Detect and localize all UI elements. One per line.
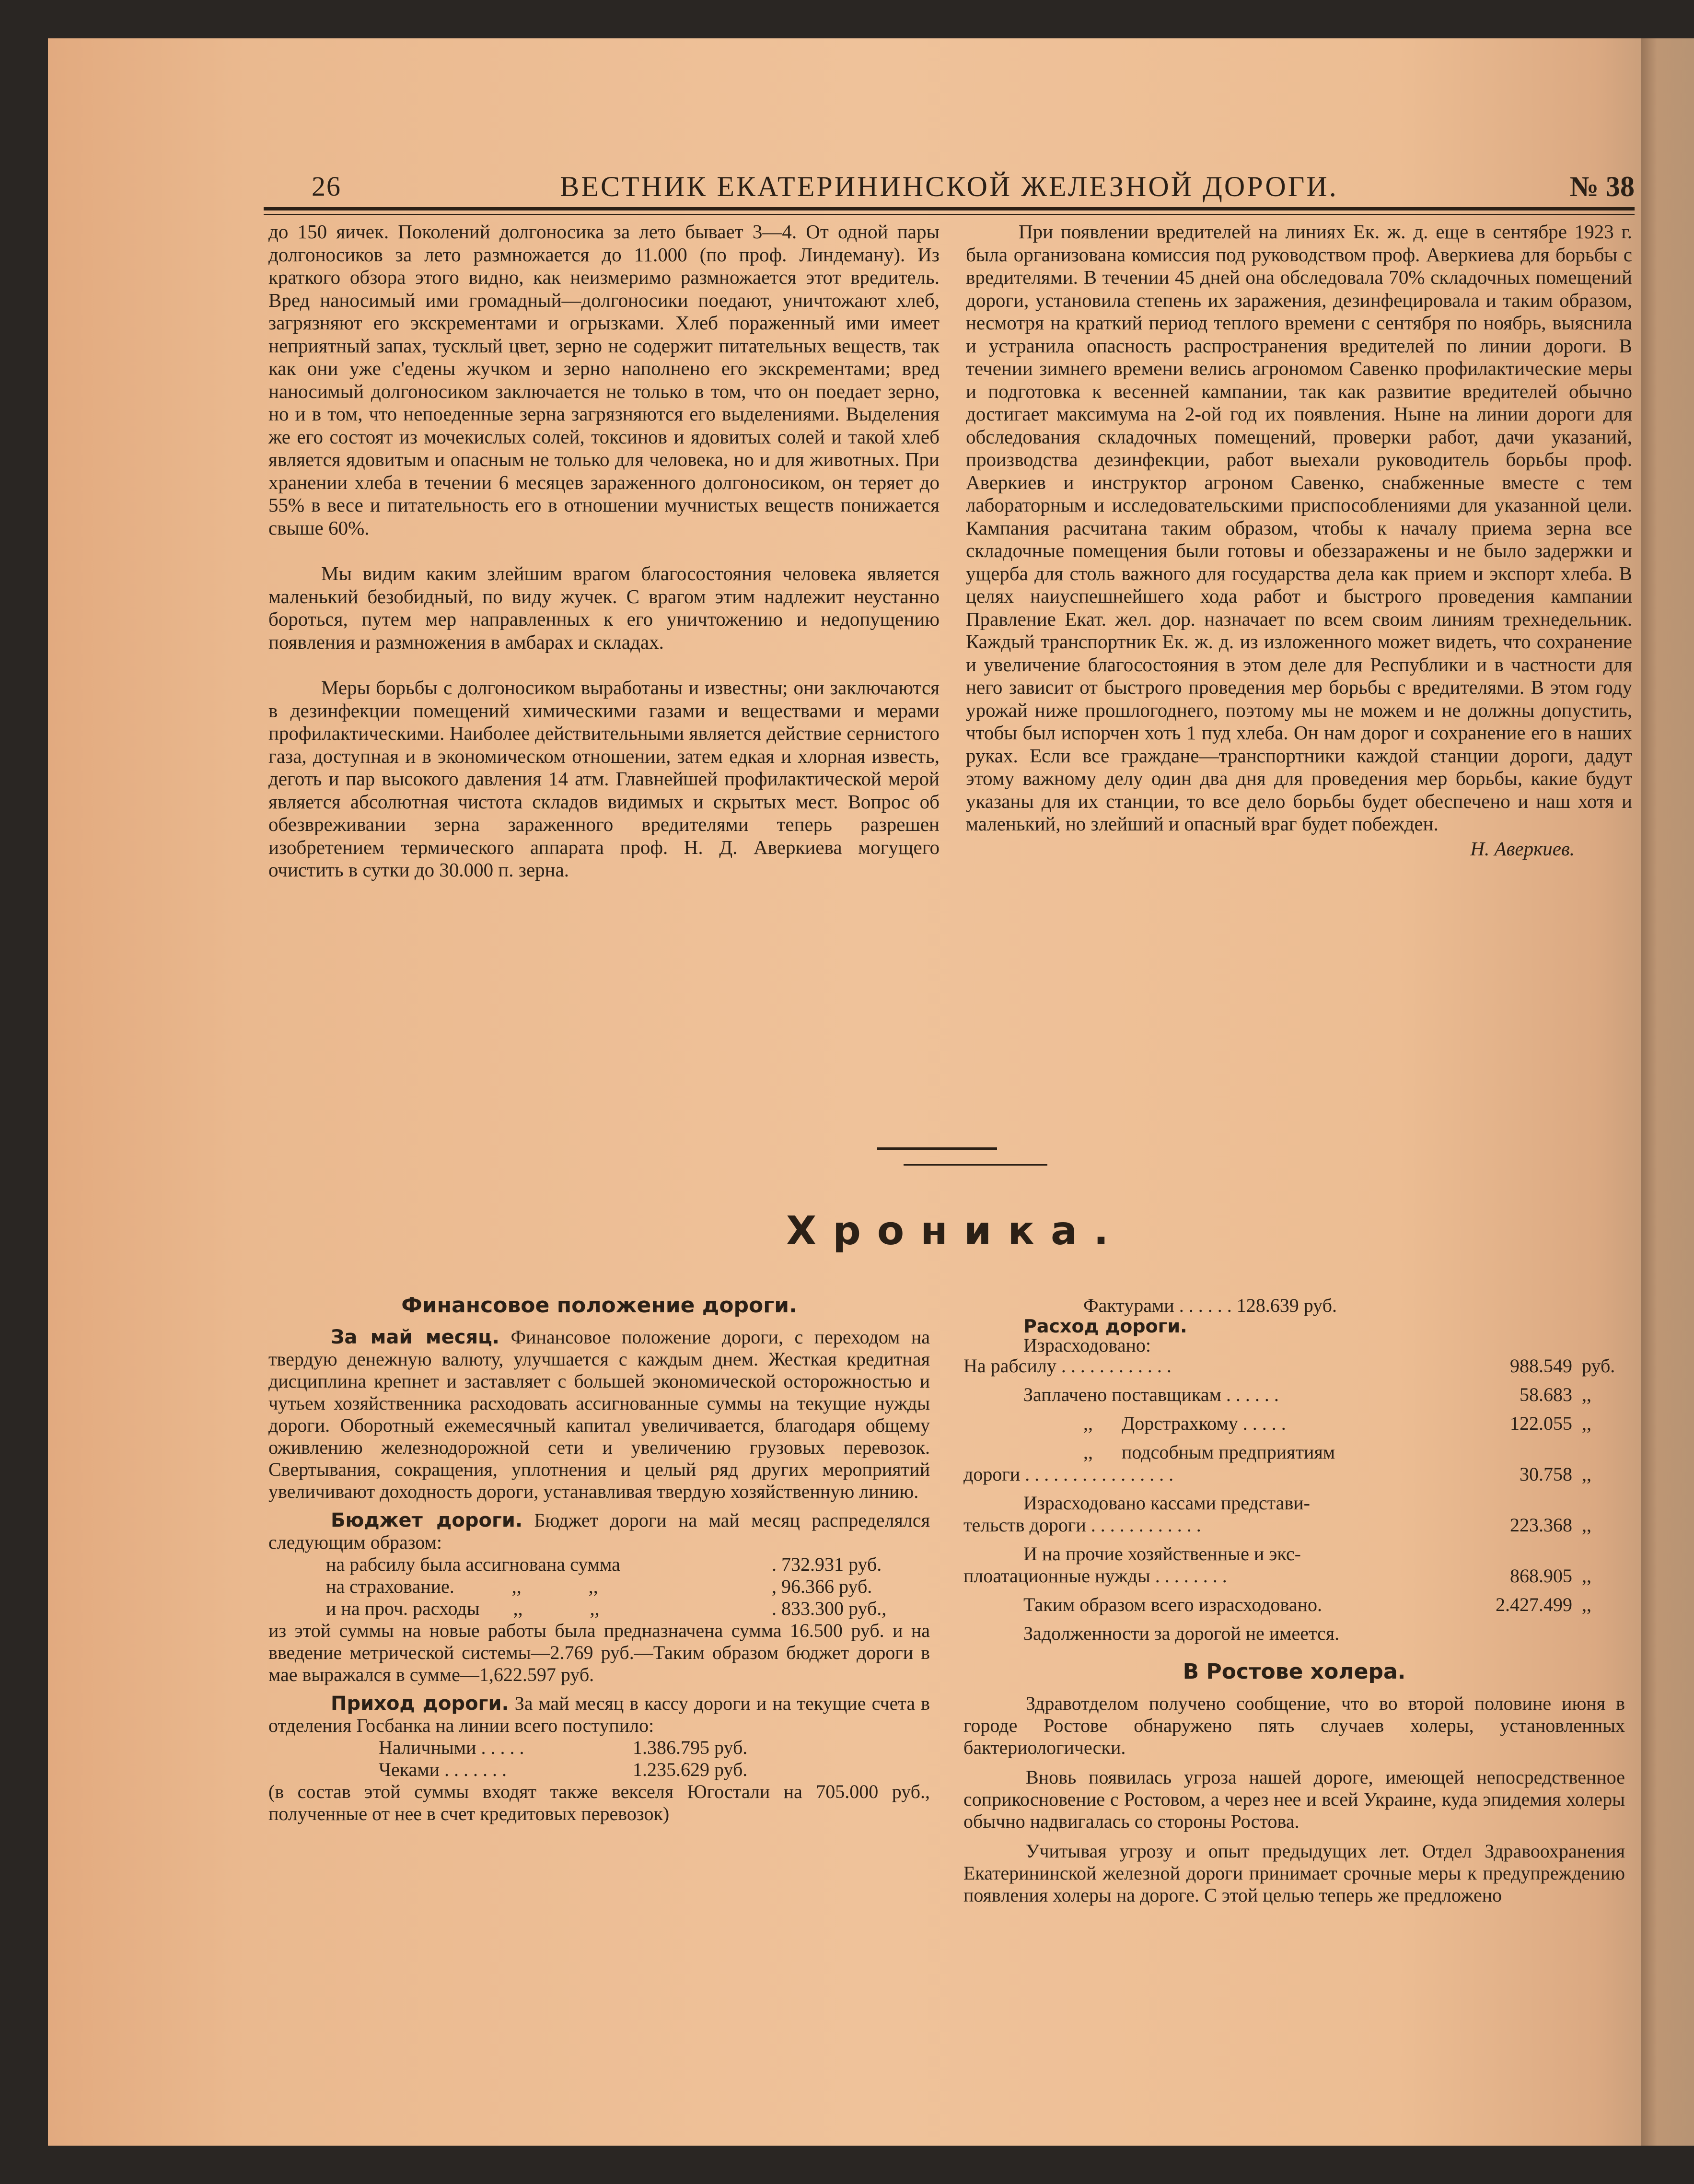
expense-row-amount: 223.368 [1510, 1514, 1572, 1536]
expense-row-unit: ,, [1582, 1413, 1591, 1434]
expense-row-unit: ,, [1582, 1594, 1591, 1615]
spent-label: Израсходовано: [1023, 1334, 1151, 1356]
cholera-paragraph: Учитывая угрозу и опыт предыдущих лет. Отдел Здравоохранения Екатерининской железной дороги принимает срочные меры к предупреждению появления холеры на дороге. С этой целью теперь же предложено [963, 1840, 1625, 1906]
expense-row-amount: 122.055 [1510, 1413, 1572, 1434]
expense-row-label: ,, Дорстрахкому . . . . . [1083, 1413, 1286, 1434]
expense-row-label: дороги . . . . . . . . . . . . . . . . [963, 1463, 1174, 1485]
cholera-paragraph: Здравотделом получено сообщение, что во второй половине июня в городе Ростове обнаружено пять случаев холеры, установленных бактериологически. [963, 1693, 1625, 1758]
article-column-left [268, 221, 940, 882]
expense-row-amount: 2.427.499 [1496, 1594, 1572, 1615]
income-row [268, 1759, 930, 1781]
income-row-amount: 1.235.629 руб. [633, 1759, 748, 1780]
section-title: Хроника. [786, 1208, 1125, 1254]
expense-row [963, 1413, 1625, 1435]
expense-row-unit: ,, [1582, 1463, 1591, 1485]
income-row-amount: 1.386.795 руб. [633, 1737, 748, 1758]
expense-row-amount: 30.758 [1520, 1463, 1572, 1485]
income-row-label: Чеками . . . . . . . [379, 1759, 507, 1780]
expense-row [963, 1355, 1625, 1377]
next-page-edge [1641, 38, 1694, 2146]
income-lead: Приход дороги. [331, 1693, 509, 1715]
income-text: За май месяц в кассу дороги и на текущие счета в отделения Госбанка на линии всего поступило: [268, 1693, 930, 1736]
header-rule-thin [264, 214, 1635, 215]
chronicle-column-left [268, 1295, 930, 1825]
expense-row [963, 1492, 1625, 1536]
budget-row-label: на страхование. ,, ,, [326, 1576, 598, 1597]
may-lead: За май месяц. [331, 1326, 499, 1348]
expense-row-unit: руб. [1582, 1355, 1615, 1377]
expense-total-row [963, 1594, 1625, 1616]
issue-number: № 38 [1569, 171, 1635, 202]
expense-row-unit: ,, [1582, 1565, 1591, 1587]
article-paragraph: до 150 яичек. Поколений долгоносика за лето бывает 3—4. От одной пары долгоносиков за лето размножается до 11.000 (по проф. Линдеману). Из краткого обзора этого видно, как неизмеримо размножается этот вредитель. Вред наносимый ими громадный—долгоносики поедают, уничтожают хлеб, загрязняют его экскрементами и огрызками. Хлеб пораженный ими имеет неприятный запах, тусклый цвет, зерно не содержит питательных веществ, так как они уже с'едены жучком и зерно наполнено его экскрементами; вред наносимый долгоносиком заключается не только в том, что он поедает зерно, но и в том, что непоеденные зерна загрязняются его выделениями. Выделения же его состоят из мочекислых солей, токсинов и ядовитых солей и такой хлеб является ядовитым и опасным не только для человека, но и для животных. При хранении хлеба в течении 6 месяцев зараженного долгоносиком, он теряет до 55% в весе и питательность его в отношении мучнистых веществ понижается свыше 60%. [268, 221, 940, 539]
expenses-heading: Расход дороги. [1023, 1316, 1187, 1337]
may-text: Финансовое положение дороги, с переходом на твердую денежную валюту, улучшается с каждым днем. Жесткая кредитная дисциплина крепнет и заставляет с большей экономической осторожностью и чутьем хозяйственника расходовать ассигнованные суммы на текущие нужды дороги. Оборотный ежемесячный капитал увеличивается, благодаря общему оживлению железнодорожной сети и увеличению грузовых перевозок. Свертывания, сокращения, уплотнения и целый ряд других мероприятий увеличивают доходность дороги, устанавливая твердую хозяйственную линию. [268, 1326, 930, 1502]
income-row-label: Наличными . . . . . [379, 1737, 524, 1758]
expense-row-pre: ,, подсобным предприятиям [1083, 1441, 1335, 1463]
income-row [268, 1737, 930, 1759]
income-note: (в состав этой суммы входят также векселя Югостали на 705.000 руб., полученные от нее в счет кредитовых перевозок) [268, 1781, 930, 1824]
expense-row-unit: ,, [1582, 1384, 1591, 1405]
budget-intro: Бюджет дороги на май месяц распределялся следующим образом: [268, 1509, 930, 1553]
expense-row [963, 1384, 1625, 1406]
budget-row-amount: . 732.931 руб. [772, 1553, 882, 1575]
budget-text: из этой суммы на новые работы была предназначена сумма 16.500 руб. и на введение метрической системы—2.769 руб.—Таким образом бюджет дороги в мае выражался в сумме—1,622.597 руб. [268, 1620, 930, 1685]
cholera-heading: В Ростове холера. [1183, 1659, 1406, 1684]
expense-row-pre: И на прочие хозяйственные и экс- [1023, 1543, 1301, 1565]
expense-row-label: Таким образом всего израсходовано. [1023, 1594, 1323, 1615]
expense-row-pre: Израсходовано кассами представи- [1023, 1492, 1310, 1514]
budget-row-amount: . 833.300 руб., [772, 1598, 887, 1619]
income-paragraph [268, 1693, 930, 1737]
expense-row [963, 1441, 1625, 1485]
finance-may-paragraph [268, 1326, 930, 1503]
expense-row-label: плоатационные нужды . . . . . . . . [963, 1565, 1227, 1587]
header-rule [264, 207, 1635, 210]
expense-row-label: тельств дороги . . . . . . . . . . . . [963, 1514, 1201, 1536]
article-column-right [966, 221, 1632, 860]
budget-paragraph [268, 1509, 930, 1553]
expense-row-label: Заплачено поставщикам . . . . . . [1023, 1384, 1279, 1405]
page-header [264, 165, 1635, 204]
section-separator [877, 1147, 997, 1150]
budget-row [268, 1576, 930, 1598]
expense-row-label: На рабсилу . . . . . . . . . . . . [963, 1355, 1172, 1377]
article-paragraph: При появлении вредителей на линиях Ек. ж. д. еще в сентябре 1923 г. была организована комиссия под руководством проф. Аверкиева для борьбы с вредителями. В течении 45 дней она обследовала 70% складочных помещений дороги, установила степень их заражения, дезинфецировала и таким образом, несмотря на краткий период теплого времени с сентября по ноябрь, выяснила и устранила опасность распространения вредителей по линии дороги. В течении зимнего времени велись агрономом Савенко профилактические меры и подготовка к весенней кампании, так как развитие вредителей обычно достигает максимума на 2-ой год их появления. Ныне на линии дороги для обследования складочных помещений, проверки работ, дачи указаний, производства дезинфекции, работ выехали руководитель борьбы проф. Аверкиев и инструктор агроном Савенко, снабженные вместе с тем лабораторным и исследовательскими приспособлениями для указанной цели. Кампания расчитана таким образом, чтобы к началу приема зерна все складочные помещения были готовы и обеззаражены и не было задержки и ущерба для столь важного для государства дела как прием и экспорт хлеба. В целях наиуспешнейшего хода работ и быстрого проведения кампании Правление Екат. жел. дор. назначает по всем своим линиям трехнедельник. Каждый транспортник Ек. ж. д. из изложенного может видеть, что сохранение и увеличение благосостояния в этом деле для Республики и в частности для него зависит от быстрого проведения мер борьбы с вредителями. В этом году урожай ниже прошлогоднего, поэтому мы не можем и не должны допустить, чтобы был испорчен хоть 1 пуд хлеба. Он нам дорог и сохранение его в наших руках. Если все граждане—транспортники каждой станции дороги, дадут этому важному делу один два дня для проведения мер борьбы, какие будут указаны для их станции, то все дело борьбы будет обеспечено и наш хотя и маленький, но злейший и опасный враг будет побежден. [966, 221, 1632, 835]
article-signature: Н. Аверкиев. [1470, 837, 1575, 860]
expense-row-amount: 58.683 [1520, 1384, 1572, 1405]
section-separator [904, 1164, 1047, 1166]
article-paragraph: Меры борьбы с долгоносиком выработаны и известны; они заключаются в дезинфекции помещений химическими газами и веществами и мерами профилактическими. Наиболее действительными является действие сернистого газа, доступная и в экономическом отношении, затем едкая и хлорная известь, деготь и пар высокого давления 14 атм. Главнейшей профилактической мерой является абсолютная чистота складов видимых и скрытых мест. Вопрос об обезвреживании зерна зараженного вредителями теперь разрешен изобретением термического аппарата проф. Н. Д. Аверкиева могущего очистить в сутки до 30.000 п. зерна. [268, 677, 940, 881]
newspaper-title: ВЕСТНИК ЕКАТЕРИНИНСКОЙ ЖЕЛЕЗНОЙ ДОРОГИ. [560, 171, 1338, 202]
article-paragraph: Мы видим каким злейшим врагом благосостояния человека является маленький безобидный, по виду жучек. С врагом этим надлежит неустанно бороться, путем мер направленных к его уничтожению и недопущению появления и размножения в амбарах и складах. [268, 562, 940, 653]
cholera-paragraph: Вновь появилась угроза нашей дороге, имеющей непосредственное соприкосновение с Ростовом, а через нее и всей Украине, куда эпидемия холеры обычно надвигалась со стороны Ростова. [963, 1766, 1625, 1832]
chronicle-column-right [963, 1295, 1625, 1906]
budget-lead: Бюджет дороги. [331, 1509, 523, 1531]
expense-row-amount: 988.549 [1510, 1355, 1572, 1377]
budget-row [268, 1598, 930, 1620]
finance-heading: Финансовое положение дороги. [401, 1293, 797, 1318]
page-number: 26 [312, 171, 341, 202]
expense-row-amount: 868.905 [1510, 1565, 1572, 1587]
expense-row-unit: ,, [1582, 1514, 1591, 1536]
budget-row-label: и на проч. расходы ,, ,, [326, 1598, 600, 1619]
budget-row-label: на рабсилу была ассигнована сумма [326, 1553, 620, 1575]
budget-row-amount: , 96.366 руб. [772, 1576, 872, 1597]
debt-note: Задолженности за дорогой не имеется. [1023, 1623, 1340, 1644]
invoices-line: Фактурами . . . . . . 128.639 руб. [1083, 1295, 1337, 1316]
expense-row [963, 1543, 1625, 1587]
budget-row [268, 1553, 930, 1576]
